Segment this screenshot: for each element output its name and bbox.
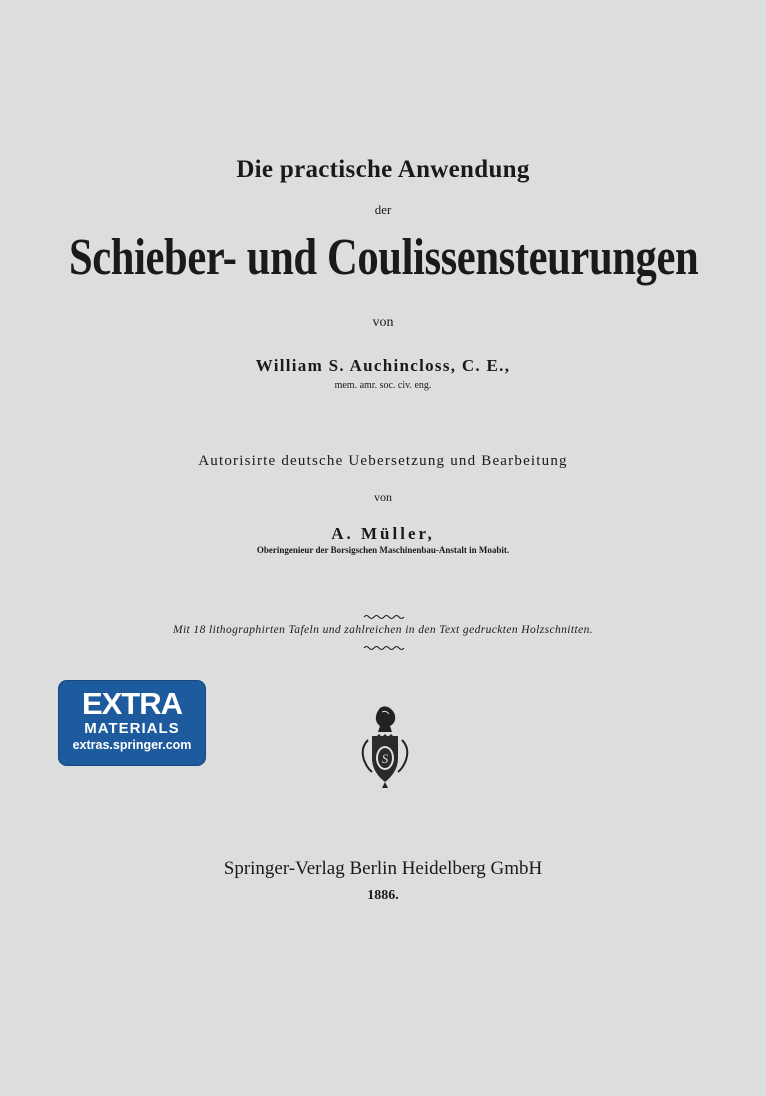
publisher-name: Springer-Verlag Berlin Heidelberg GmbH	[223, 858, 543, 879]
von-label-translator: von	[374, 490, 392, 504]
squiggle-divider-bottom	[363, 645, 405, 651]
squiggle-divider-top	[363, 614, 405, 620]
springer-knight-emblem-icon	[358, 704, 412, 790]
author-name: William S. Auchincloss, C. E.,	[255, 356, 511, 375]
badge-line-materials: MATERIALS	[84, 720, 180, 737]
svg-text:S: S	[381, 751, 389, 766]
translator-name: A. Müller,	[331, 524, 435, 543]
plates-note: Mit 18 lithographirten Tafeln und zahlreichen in den Text gedruckten Holzschnitten.	[172, 624, 593, 636]
badge-line-extra: EXTRA	[81, 686, 183, 721]
badge-url[interactable]: extras.springer.com	[72, 738, 192, 752]
title-der: der	[374, 202, 392, 217]
title-line-1: Die practische Anwendung	[236, 156, 530, 183]
author-credentials: mem. amr. soc. civ. eng.	[334, 380, 432, 391]
extra-materials-badge[interactable]	[58, 680, 206, 766]
publication-year: 1886.	[367, 888, 399, 903]
translation-note: Autorisirte deutsche Uebersetzung und Bearbeitung	[198, 453, 568, 469]
von-label-author: von	[372, 315, 394, 330]
main-title: Schieber- und Coulissensteurungen	[68, 229, 699, 286]
translator-position: Oberingenieur der Borsigschen Maschinenbau-Anstalt in Moabit.	[256, 545, 510, 555]
